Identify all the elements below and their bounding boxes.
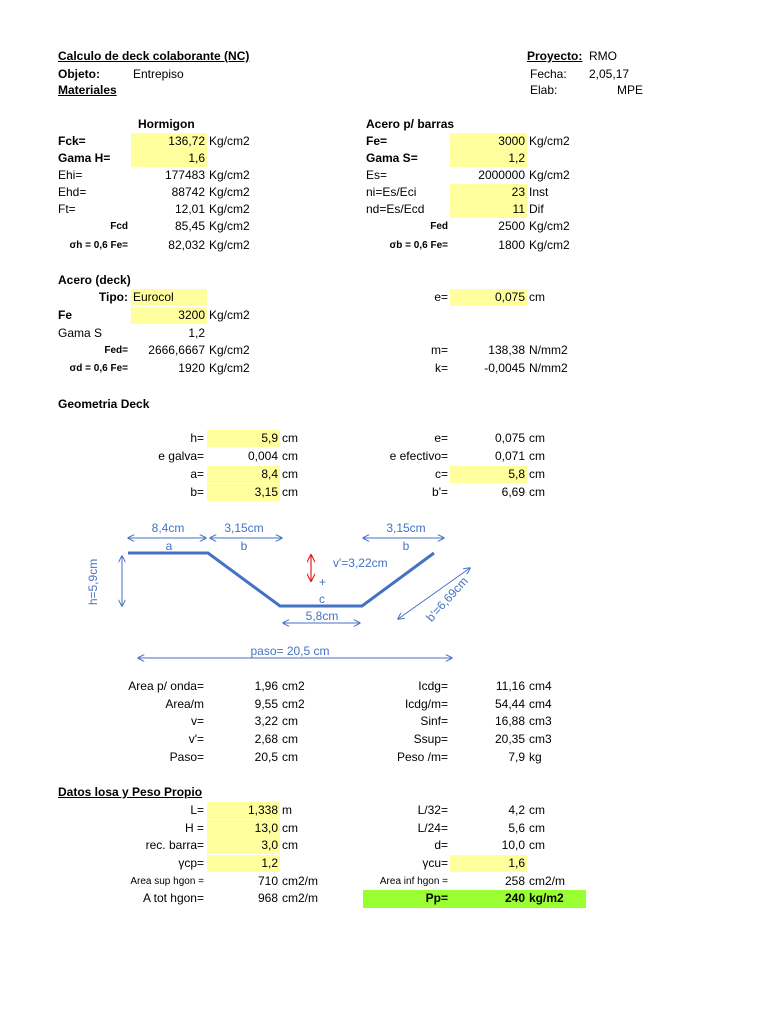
- concrete-label: Gama H=: [58, 151, 111, 165]
- concrete-value[interactable]: 136,72: [168, 134, 205, 148]
- slab-label: Area sup hgon =: [130, 876, 204, 887]
- property-unit: kg: [529, 750, 542, 764]
- slab-label: A tot hgon=: [142, 891, 204, 905]
- deck-m-label: m=: [430, 343, 448, 357]
- slab-value[interactable]: 3,0: [261, 838, 278, 852]
- slab-unit: cm2/m: [529, 874, 565, 888]
- geometry-value[interactable]: 5,8: [508, 467, 525, 481]
- property-value: 1,96: [254, 679, 278, 693]
- concrete-label: Fcd: [110, 221, 128, 232]
- slab-label: Pp=: [425, 891, 448, 905]
- property-label: Paso=: [169, 750, 204, 764]
- dim-c-value: 5,8cm: [305, 609, 339, 623]
- self-weight-value: 240: [504, 891, 525, 905]
- property-label: Icdg/m=: [404, 697, 448, 711]
- rebar-label: ni=Es/Eci: [366, 185, 417, 199]
- geometry-unit: cm: [529, 431, 545, 445]
- concrete-unit: Kg/cm2: [209, 238, 250, 252]
- concrete-unit: Kg/cm2: [209, 219, 250, 233]
- project-value: RMO: [589, 49, 617, 63]
- slab-value: 5,6: [508, 821, 525, 835]
- property-value: 7,9: [508, 750, 525, 764]
- rebar-value: 1800: [498, 238, 525, 252]
- rebar-unit: Kg/cm2: [529, 238, 570, 252]
- sheet-title: Calculo de deck colaborante (NC): [58, 49, 250, 63]
- slab-value: 710: [257, 874, 278, 888]
- deck-type-value[interactable]: Eurocol: [133, 290, 174, 304]
- rebar-heading: Acero p/ barras: [366, 117, 455, 131]
- concrete-label: Fck=: [58, 134, 86, 148]
- slab-unit: m: [282, 803, 292, 817]
- slab-unit: cm: [529, 821, 545, 835]
- deck-m-value: 138,38: [488, 343, 525, 357]
- property-unit: cm3: [529, 714, 552, 728]
- property-value: 3,22: [254, 714, 278, 728]
- rebar-label: Es=: [366, 168, 388, 182]
- centroid-plus: +: [319, 575, 327, 589]
- vprime-label: v'=3,22cm: [333, 556, 388, 570]
- slab-unit: cm: [529, 803, 545, 817]
- dim-h-value: h=5,9cm: [86, 558, 100, 606]
- property-value: 16,88: [494, 714, 525, 728]
- concrete-unit: Kg/cm2: [209, 185, 250, 199]
- rebar-unit: Inst: [529, 185, 549, 199]
- property-unit: cm4: [529, 679, 552, 693]
- geometry-unit: cm: [282, 467, 298, 481]
- slab-unit: cm: [282, 838, 298, 852]
- rebar-label: Gama S=: [366, 151, 418, 165]
- deck-sd-unit: Kg/cm2: [209, 361, 250, 375]
- slab-label: Area inf hgon =: [379, 876, 448, 887]
- slab-label: d=: [434, 838, 448, 852]
- dim-b-value: 3,15cm: [224, 521, 264, 535]
- elab-value: MPE: [617, 83, 644, 97]
- slab-unit: cm: [282, 821, 298, 835]
- geometry-value: 0,004: [247, 449, 278, 463]
- concrete-label: σh = 0,6 Fe=: [69, 240, 128, 251]
- geometry-unit: cm: [282, 485, 298, 499]
- property-unit: cm4: [529, 697, 552, 711]
- rebar-label: Fed: [430, 221, 448, 232]
- deck-fed-value: 2666,6667: [148, 343, 205, 357]
- concrete-label: Ehi=: [58, 168, 83, 182]
- geometry-value[interactable]: 3,15: [254, 485, 278, 499]
- property-unit: cm2: [282, 679, 305, 693]
- geometry-value[interactable]: 8,4: [261, 467, 278, 481]
- deck-sd-label: σd = 0,6 Fe=: [69, 363, 128, 374]
- concrete-value[interactable]: 1,6: [188, 151, 205, 165]
- slab-label: rec. barra=: [145, 838, 204, 852]
- property-unit: cm2: [282, 697, 305, 711]
- property-unit: cm: [282, 750, 298, 764]
- deck-type-label: Tipo:: [98, 290, 128, 304]
- rebar-value[interactable]: 1,2: [508, 151, 525, 165]
- slab-label: L/24=: [417, 821, 448, 835]
- concrete-label: Ehd=: [58, 185, 87, 199]
- rebar-label: σb = 0,6 Fe=: [389, 240, 448, 251]
- deck-profile-diagram: [0, 510, 768, 670]
- slab-value: 968: [257, 891, 278, 905]
- dim-b2-value: 3,15cm: [386, 521, 426, 535]
- dim-a-value: 8,4cm: [151, 521, 185, 535]
- property-value: 11,16: [495, 679, 525, 693]
- geometry-unit: cm: [282, 431, 298, 445]
- geometry-label: e efectivo=: [389, 449, 448, 463]
- deck-e-value[interactable]: 0,075: [494, 290, 525, 304]
- property-unit: cm3: [529, 732, 552, 746]
- deck-profile-line: [128, 553, 434, 606]
- geometry-unit: cm: [529, 467, 545, 481]
- date-label: Fecha:: [530, 67, 567, 81]
- deck-heading: Acero (deck): [58, 273, 131, 287]
- concrete-unit: Kg/cm2: [209, 134, 250, 148]
- slab-value: 4,2: [508, 803, 525, 817]
- slab-label: L/32=: [417, 803, 448, 817]
- date-value: 2,05,17: [589, 67, 630, 81]
- rebar-unit: Kg/cm2: [529, 219, 570, 233]
- rebar-value[interactable]: 11: [512, 202, 525, 216]
- concrete-unit: Kg/cm2: [209, 168, 250, 182]
- geometry-value: 0,071: [494, 449, 525, 463]
- materials-heading: Materiales: [58, 83, 117, 97]
- geometry-heading: Geometria Deck: [58, 397, 150, 411]
- property-unit: cm: [282, 732, 298, 746]
- property-label: Area/m: [165, 697, 204, 711]
- geometry-label: a=: [190, 467, 204, 481]
- deck-fed-label: Fed=: [104, 345, 128, 356]
- slab-value[interactable]: 1,2: [261, 856, 278, 870]
- geometry-label: c=: [434, 467, 448, 481]
- geometry-unit: cm: [529, 449, 545, 463]
- dim-b2-letter: b: [402, 539, 410, 553]
- concrete-label: Ft=: [58, 202, 76, 216]
- deck-k-unit: N/mm2: [529, 361, 568, 375]
- geometry-unit: cm: [282, 449, 298, 463]
- rebar-unit: Kg/cm2: [529, 168, 570, 182]
- rebar-value[interactable]: 3000: [498, 134, 525, 148]
- slab-unit: cm2/m: [282, 891, 318, 905]
- slab-value[interactable]: 1,338: [247, 803, 278, 817]
- slab-label: L=: [190, 803, 204, 817]
- concrete-value: 82,032: [168, 238, 205, 252]
- concrete-value: 88742: [171, 185, 205, 199]
- slab-value[interactable]: 13,0: [254, 821, 278, 835]
- rebar-value: 2000000: [478, 168, 525, 182]
- property-value: 20,5: [254, 750, 278, 764]
- rebar-unit: Kg/cm2: [529, 134, 570, 148]
- geometry-value[interactable]: 5,9: [261, 431, 278, 445]
- concrete-value: 85,45: [174, 219, 205, 233]
- property-value: 9,55: [254, 697, 278, 711]
- deck-fe-unit: Kg/cm2: [209, 308, 250, 322]
- slab-unit: cm2/m: [282, 874, 318, 888]
- geometry-label: h=: [190, 431, 204, 445]
- slab-label: H =: [184, 821, 204, 835]
- slab-unit: cm: [529, 838, 545, 852]
- rebar-unit: Dif: [529, 202, 544, 216]
- deck-k-label: k=: [434, 361, 448, 375]
- concrete-value: 12,01: [174, 202, 205, 216]
- rebar-label: Fe=: [366, 134, 388, 148]
- geometry-label: b'=: [432, 485, 448, 499]
- slab-value: 10,0: [501, 838, 525, 852]
- slab-label: γcp=: [178, 856, 204, 870]
- project-label: Proyecto:: [527, 49, 583, 63]
- deck-k-value: -0,0045: [484, 361, 525, 375]
- concrete-unit: Kg/cm2: [209, 202, 250, 216]
- deck-e-label: e=: [434, 290, 448, 304]
- property-unit: cm: [282, 714, 298, 728]
- concrete-value: 177483: [164, 168, 205, 182]
- property-label: v'=: [188, 732, 204, 746]
- property-label: Icdg=: [418, 679, 448, 693]
- slab-label: γcu=: [422, 856, 448, 870]
- geometry-unit: cm: [529, 485, 545, 499]
- deck-e-unit: cm: [529, 290, 545, 304]
- rebar-value[interactable]: 23: [511, 185, 525, 199]
- dim-c-letter: c: [319, 592, 325, 606]
- geometry-label: b=: [190, 485, 204, 499]
- dim-a-letter: a: [165, 539, 173, 553]
- property-label: Sinf=: [420, 714, 448, 728]
- dim-bprime-value: b'=6,69cm: [423, 574, 471, 625]
- property-value: 54,44: [494, 697, 525, 711]
- property-label: Area p/ onda=: [128, 679, 204, 693]
- rebar-value: 2500: [498, 219, 525, 233]
- geometry-value: 0,075: [494, 431, 525, 445]
- dim-paso-value: paso= 20,5 cm: [250, 644, 330, 658]
- property-label: v=: [190, 714, 204, 728]
- deck-gs-label: Gama S: [58, 326, 103, 340]
- property-label: Ssup=: [413, 732, 448, 746]
- concrete-heading: Hormigon: [138, 117, 195, 131]
- slab-heading: Datos losa y Peso Propio: [58, 785, 203, 799]
- property-value: 20,35: [494, 732, 525, 746]
- geometry-value: 6,69: [501, 485, 525, 499]
- deck-m-unit: N/mm2: [529, 343, 568, 357]
- geometry-label: e=: [434, 431, 448, 445]
- property-value: 2,68: [254, 732, 278, 746]
- deck-fe-value[interactable]: 3200: [178, 308, 205, 322]
- slab-value[interactable]: 1,6: [508, 856, 525, 870]
- object-label: Objeto:: [58, 67, 100, 81]
- deck-fe-label: Fe: [58, 308, 73, 322]
- deck-fed-unit: Kg/cm2: [209, 343, 250, 357]
- dim-b-letter: b: [240, 539, 248, 553]
- elab-label: Elab:: [530, 83, 558, 97]
- deck-sd-value: 1920: [178, 361, 205, 375]
- property-label: Peso /m=: [396, 750, 448, 764]
- slab-unit: kg/m2: [529, 891, 564, 905]
- geometry-label: e galva=: [158, 449, 204, 463]
- slab-value: 258: [504, 874, 525, 888]
- deck-gs-value: 1,2: [188, 326, 205, 340]
- rebar-label: nd=Es/Ecd: [366, 202, 425, 216]
- object-value: Entrepiso: [133, 67, 184, 81]
